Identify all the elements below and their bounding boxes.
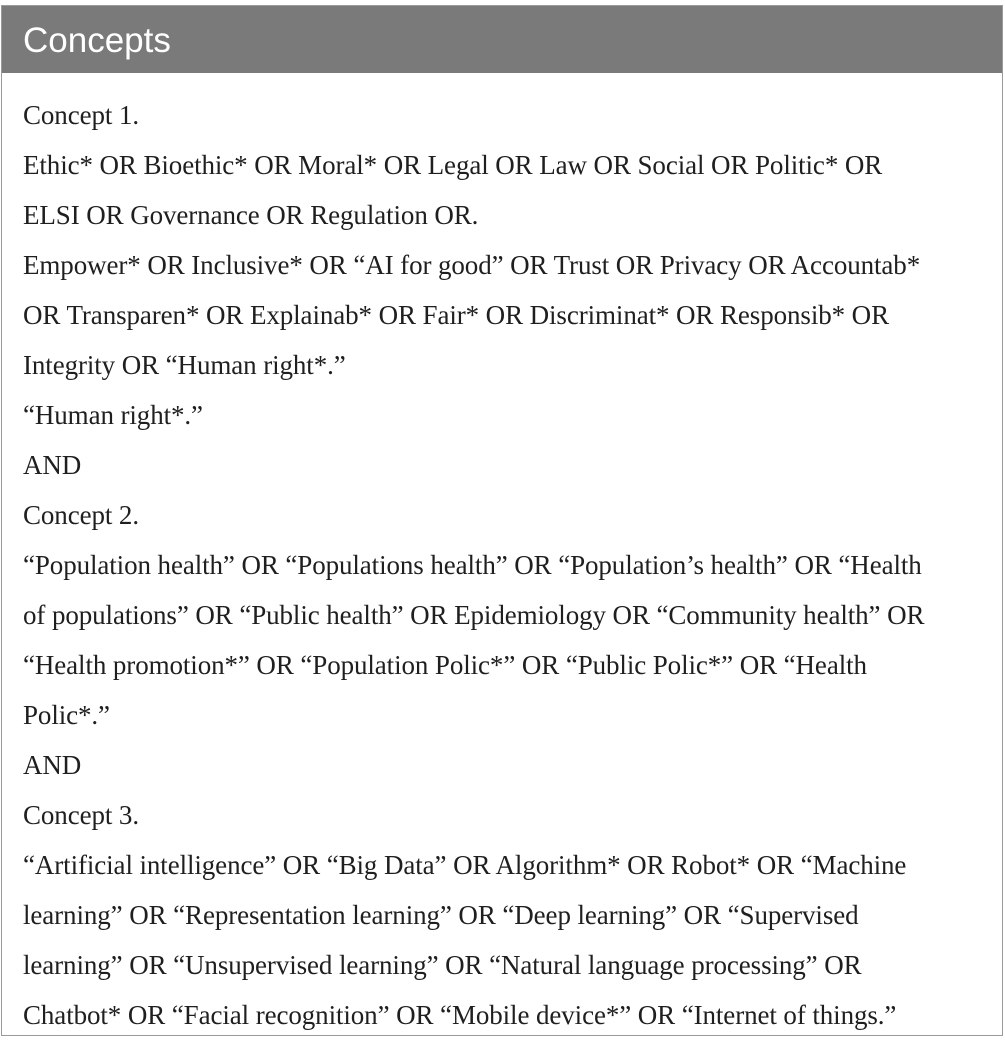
and-operator: AND [23, 450, 82, 480]
text-line: OR Transparen* OR Explainab* OR Fair* OR Discriminat* OR Responsib* OR [23, 300, 889, 330]
table-body [2, 73, 1002, 1040]
text-line: “Artificial intelligence” OR “Big Data” OR Algorithm* OR Robot* OR “Machine [23, 850, 907, 880]
text-line: of populations” OR “Public health” OR Epidemiology OR “Community health” OR [23, 600, 925, 630]
table-header: Concepts [2, 6, 1002, 73]
text-line: Chatbot* OR “Facial recognition” OR “Mobile device*” OR “Internet of things.” [23, 1000, 897, 1030]
text-line: “Human right*.” [23, 400, 203, 430]
text-line: Polic*.” [23, 700, 110, 730]
text-line: Ethic* OR Bioethic* OR Moral* OR Legal OR Law OR Social OR Politic* OR [23, 150, 883, 180]
text-line: learning” OR “Unsupervised learning” OR “Natural language processing” OR [23, 950, 862, 980]
concept-3-heading: Concept 3. [23, 800, 139, 830]
text-line: learning” OR “Representation learning” OR “Deep learning” OR “Supervised [23, 900, 859, 930]
and-operator: AND [23, 750, 82, 780]
text-line: Empower* OR Inclusive* OR “AI for good” OR Trust OR Privacy OR Accountab* [23, 250, 921, 280]
concepts-table [1, 5, 1003, 1036]
text-line: Integrity OR “Human right*.” [23, 350, 346, 380]
text-line: ELSI OR Governance OR Regulation OR. [23, 200, 479, 230]
text-line: “Health promotion*” OR “Population Polic*” OR “Public Polic*” OR “Health [23, 650, 867, 680]
concept-2-heading: Concept 2. [23, 500, 139, 530]
text-line: “Population health” OR “Populations health” OR “Population’s health” OR “Health [23, 550, 922, 580]
concept-1-heading: Concept 1. [23, 100, 139, 130]
